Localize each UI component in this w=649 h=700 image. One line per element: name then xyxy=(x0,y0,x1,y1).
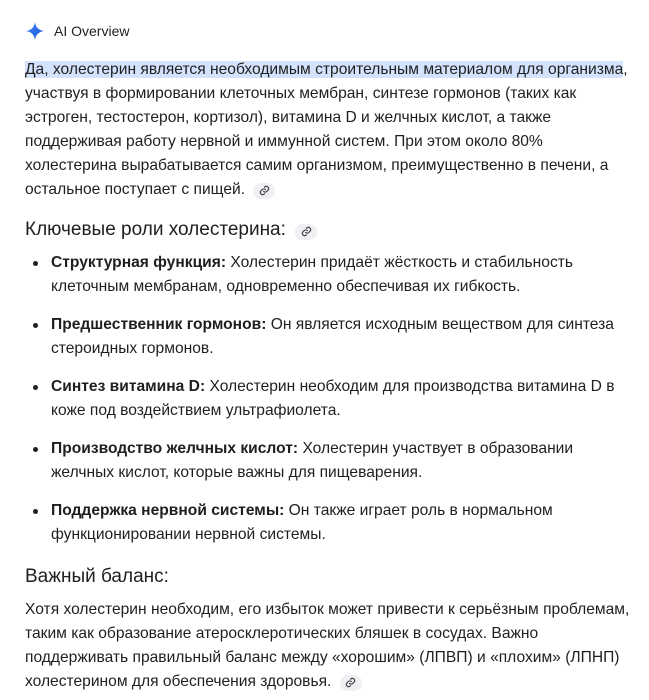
bullet xyxy=(33,447,38,452)
source-link-button[interactable] xyxy=(253,183,275,199)
bullet xyxy=(33,385,38,390)
role-title: Структурная функция: xyxy=(51,254,227,271)
roles-heading-text: Ключевые роли холестерина: xyxy=(25,219,286,240)
list-item xyxy=(25,313,635,361)
source-link-button[interactable] xyxy=(340,675,362,691)
role-text: Холестерин придаёт жёсткость и стабильность клеточным мембранам, одновременно обеспечивая их гибкость. xyxy=(51,254,574,295)
link-icon xyxy=(301,226,312,237)
ai-overview-title: AI Overview xyxy=(54,23,130,39)
role-title: Производство желчных кислот: xyxy=(51,440,299,457)
bullet xyxy=(33,509,38,514)
role-title: Предшественник гормонов: xyxy=(51,316,267,333)
intro-paragraph xyxy=(25,58,635,202)
source-link-button[interactable] xyxy=(295,224,317,240)
role-title: Поддержка нервной системы: xyxy=(51,502,285,519)
bullet xyxy=(33,261,38,266)
balance-paragraph xyxy=(25,598,635,694)
highlighted-answer: Да, холестерин является необходимым строительным материалом для организма xyxy=(25,61,624,78)
role-title: Синтез витамина D: xyxy=(51,378,206,395)
ai-overview-header xyxy=(25,19,129,43)
role-text: Холестерин участвует в образовании желчных кислот, которые важны для пищеварения. xyxy=(51,440,574,481)
link-icon xyxy=(345,677,356,688)
intro-text: , участвуя в формировании клеточных мембран, синтезе гормонов (таких как эстроген, тестостерон, кортизол), витамина D и желчных кислот, а также поддерживая работу нервной и иммунной систем. При этом около 80% холестерина вырабатывается самим организмом, преимущественно в печени, а остальное поступает с пищей. xyxy=(25,61,628,198)
sparkle-icon xyxy=(25,21,45,41)
roles-list xyxy=(25,251,635,561)
role-text: Холестерин необходим для производства витамина D в коже под воздействием ультрафиолета. xyxy=(51,378,615,419)
link-icon xyxy=(259,185,270,196)
role-text: Он также играет роль в нормальном функционировании нервной системы. xyxy=(51,502,553,543)
balance-text: Хотя холестерин необходим, его избыток может привести к серьёзным проблемам, таким как образование атеросклеротических бляшек в сосудах. Важно поддерживать правильный баланс между «хорошим» (ЛПВП) и «плохим» (ЛПНП) холестерином для обеспечения здоровья. xyxy=(25,601,630,690)
list-item xyxy=(25,251,635,299)
list-item xyxy=(25,375,635,423)
bullet xyxy=(33,323,38,328)
balance-heading: Важный баланс: xyxy=(25,566,169,587)
list-item xyxy=(25,499,635,547)
role-text: Он является исходным веществом для синтеза стероидных гормонов. xyxy=(51,316,614,357)
roles-heading xyxy=(25,217,317,243)
list-item xyxy=(25,437,635,485)
